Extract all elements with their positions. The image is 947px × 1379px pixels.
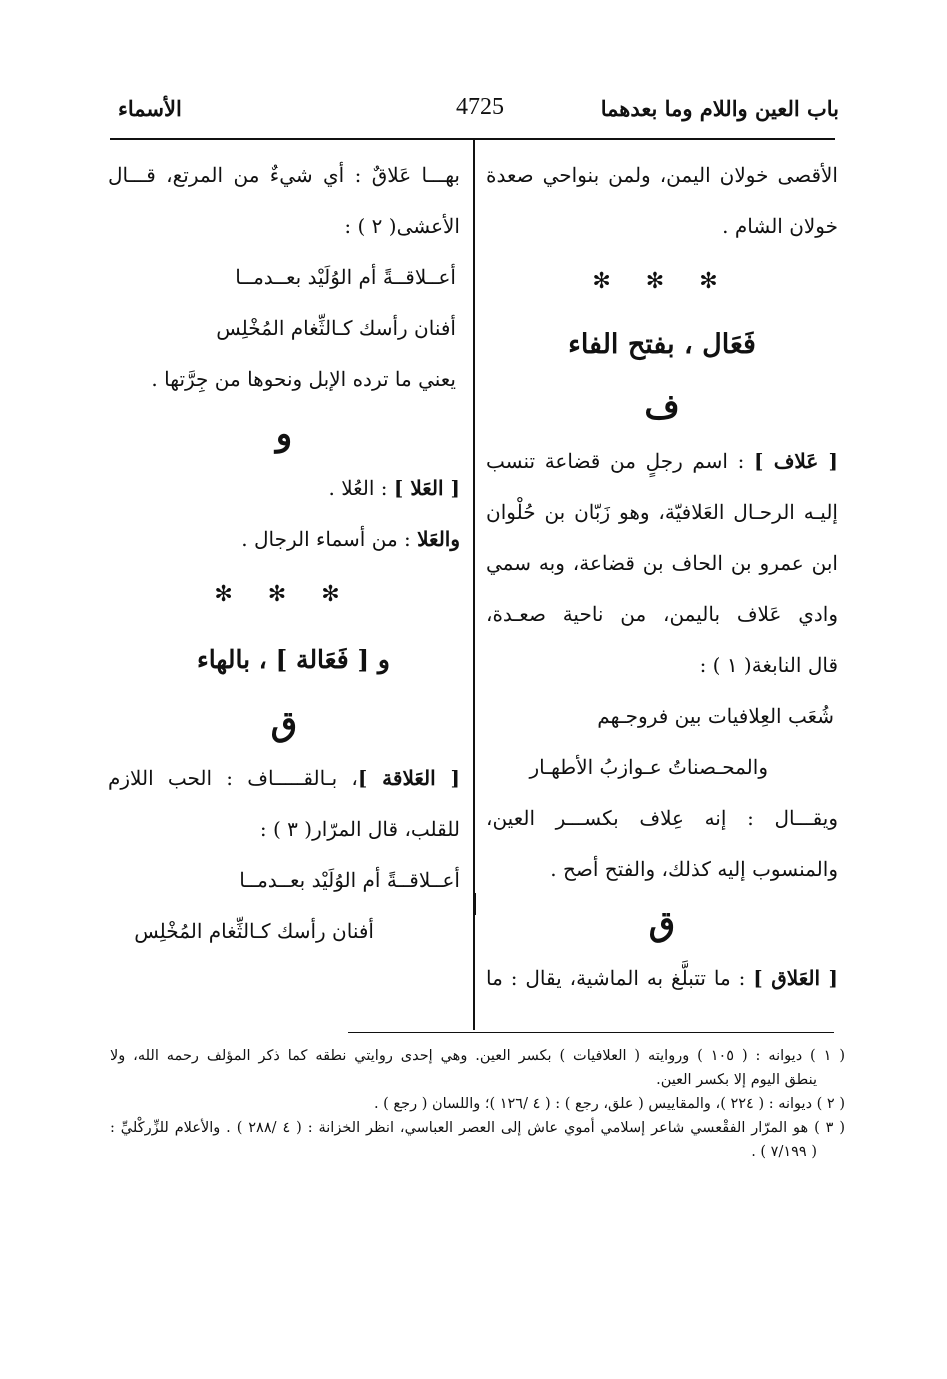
verse-line: أفنان رأسك كـالثِّغام المُخْلِس xyxy=(216,316,456,340)
entry-headword: والعَلا xyxy=(417,527,460,551)
footnote-3-cont: ( ٧/١٩٩ ) . xyxy=(751,1144,817,1160)
entry-text: : من أسماء الرجال . xyxy=(241,527,418,551)
verse-line: أعــلاقــةً أم الوُلَيْد بعــدمــا xyxy=(239,868,460,892)
text-line: للقلب، قال المرّار( ٣ ) : xyxy=(259,817,460,841)
letter-heading: و xyxy=(275,414,293,454)
text-line: يعني ما ترده الإبل ونحوها من جِرَّتها . xyxy=(151,367,456,391)
letter-heading: ف xyxy=(644,387,680,427)
text-line: إليـه الرحـال العَلافيّة، وهو زَبّان بن حُلْوان xyxy=(486,500,838,524)
separator-stars: ✻ ✻ ✻ xyxy=(592,269,732,294)
entry-headword: [ العَلا ] xyxy=(393,476,460,500)
page-header xyxy=(0,92,947,132)
text-line: ويقـــال : إنه عِلاف بكســـر العين، xyxy=(486,806,838,830)
footnote-2: ( ٢ ) ديوانه : ( ٢٢٤ )، والمقاييس ( علق، رجع ) : ( ٤ /١٢٦ )؛ واللسان ( رجع ) . xyxy=(373,1096,845,1112)
entry-text: : ما تتبلَّغ به الماشية، يقال : ما xyxy=(486,966,754,990)
left-column xyxy=(108,150,460,957)
entry-line xyxy=(108,753,460,804)
verse-line: أفنان رأسك كـالثِّغام المُخْلِس xyxy=(134,919,374,943)
entry-line xyxy=(108,463,460,514)
entry-line xyxy=(486,436,838,487)
right-column xyxy=(486,150,838,1004)
entry-text: ، بـالقـــــاف : الحب اللازم xyxy=(108,766,358,790)
text-line: ابن عمرو بن الحاف بن قضاعة، وبه سمي xyxy=(486,551,838,575)
footnotes xyxy=(110,1044,845,1164)
entry-headword: [ العَلاقة ] xyxy=(357,766,460,790)
footnote-rule xyxy=(348,1032,834,1033)
chapter-title: باب العين واللام وما بعدهما xyxy=(600,96,839,121)
entry-line xyxy=(486,953,838,1004)
verse-line: شُعَب العِلافيات بين فروجـهم xyxy=(597,704,834,728)
text-line: بهـــا عَلاقٌ : أي شيءٌ من المرتع، قـــال xyxy=(108,163,460,187)
text-line: الأقصى خولان اليمن، ولمن بنواحي صعدة xyxy=(486,163,838,187)
text-line: والمنسوب إليه كذلك، والفتح أصح . xyxy=(550,857,838,881)
text-line: الأعشى( ٢ ) : xyxy=(344,214,460,238)
entry-text: : اسم رجلٍ من قضاعة تنسب xyxy=(486,449,754,473)
entry-headword: [ العَلاق ] xyxy=(753,966,838,990)
entry-text: : العُلا . xyxy=(328,476,394,500)
verse-line: والمحـصناتُ عـوازبُ الأطهـار xyxy=(529,755,768,779)
text-line: قال النابغة( ١ ) : xyxy=(699,653,838,677)
letter-heading: ق xyxy=(648,904,676,944)
separator-stars: ✻ ✻ ✻ xyxy=(214,582,354,607)
footnote-3: ( ٣ ) هو المرّار الفقْعسي شاعر إسلامي أموي عاش إلى العصر العباسي، انظر الخزانة : ( ٤ /٢٨٨ ) . والأعلام للزِّركْليِّ : xyxy=(110,1120,845,1136)
text-line: وادي عَلاف باليمن، من ناحية صعـدة، xyxy=(486,602,838,626)
column-mark xyxy=(474,893,476,915)
section-heading: و [ فَعَالة ] ، بالهاء xyxy=(196,645,390,674)
footnote-1-cont: ينطق اليوم إلا بكسر العين. xyxy=(656,1072,817,1088)
letter-heading: ق xyxy=(270,704,298,744)
section-heading: فَعَال ، بفتح الفاء xyxy=(568,329,756,360)
entry-headword: [ عَلاف ] xyxy=(754,449,838,473)
page-number: 4725 xyxy=(456,94,504,120)
text-line: خولان الشام . xyxy=(722,214,838,238)
entry-line xyxy=(108,514,460,565)
section-title: الأسماء xyxy=(118,96,182,121)
footnote-1: ( ١ ) ديوانه : ( ١٠٥ ) وروايته ( العلافيات ) بكسر العين. وهي إحدى روايتي نطقه كما ذكر المؤلف رحمه الله، ولا xyxy=(110,1048,845,1064)
verse-line: أعــلاقــةً أم الوُلَيْد بعــدمــا xyxy=(235,265,456,289)
